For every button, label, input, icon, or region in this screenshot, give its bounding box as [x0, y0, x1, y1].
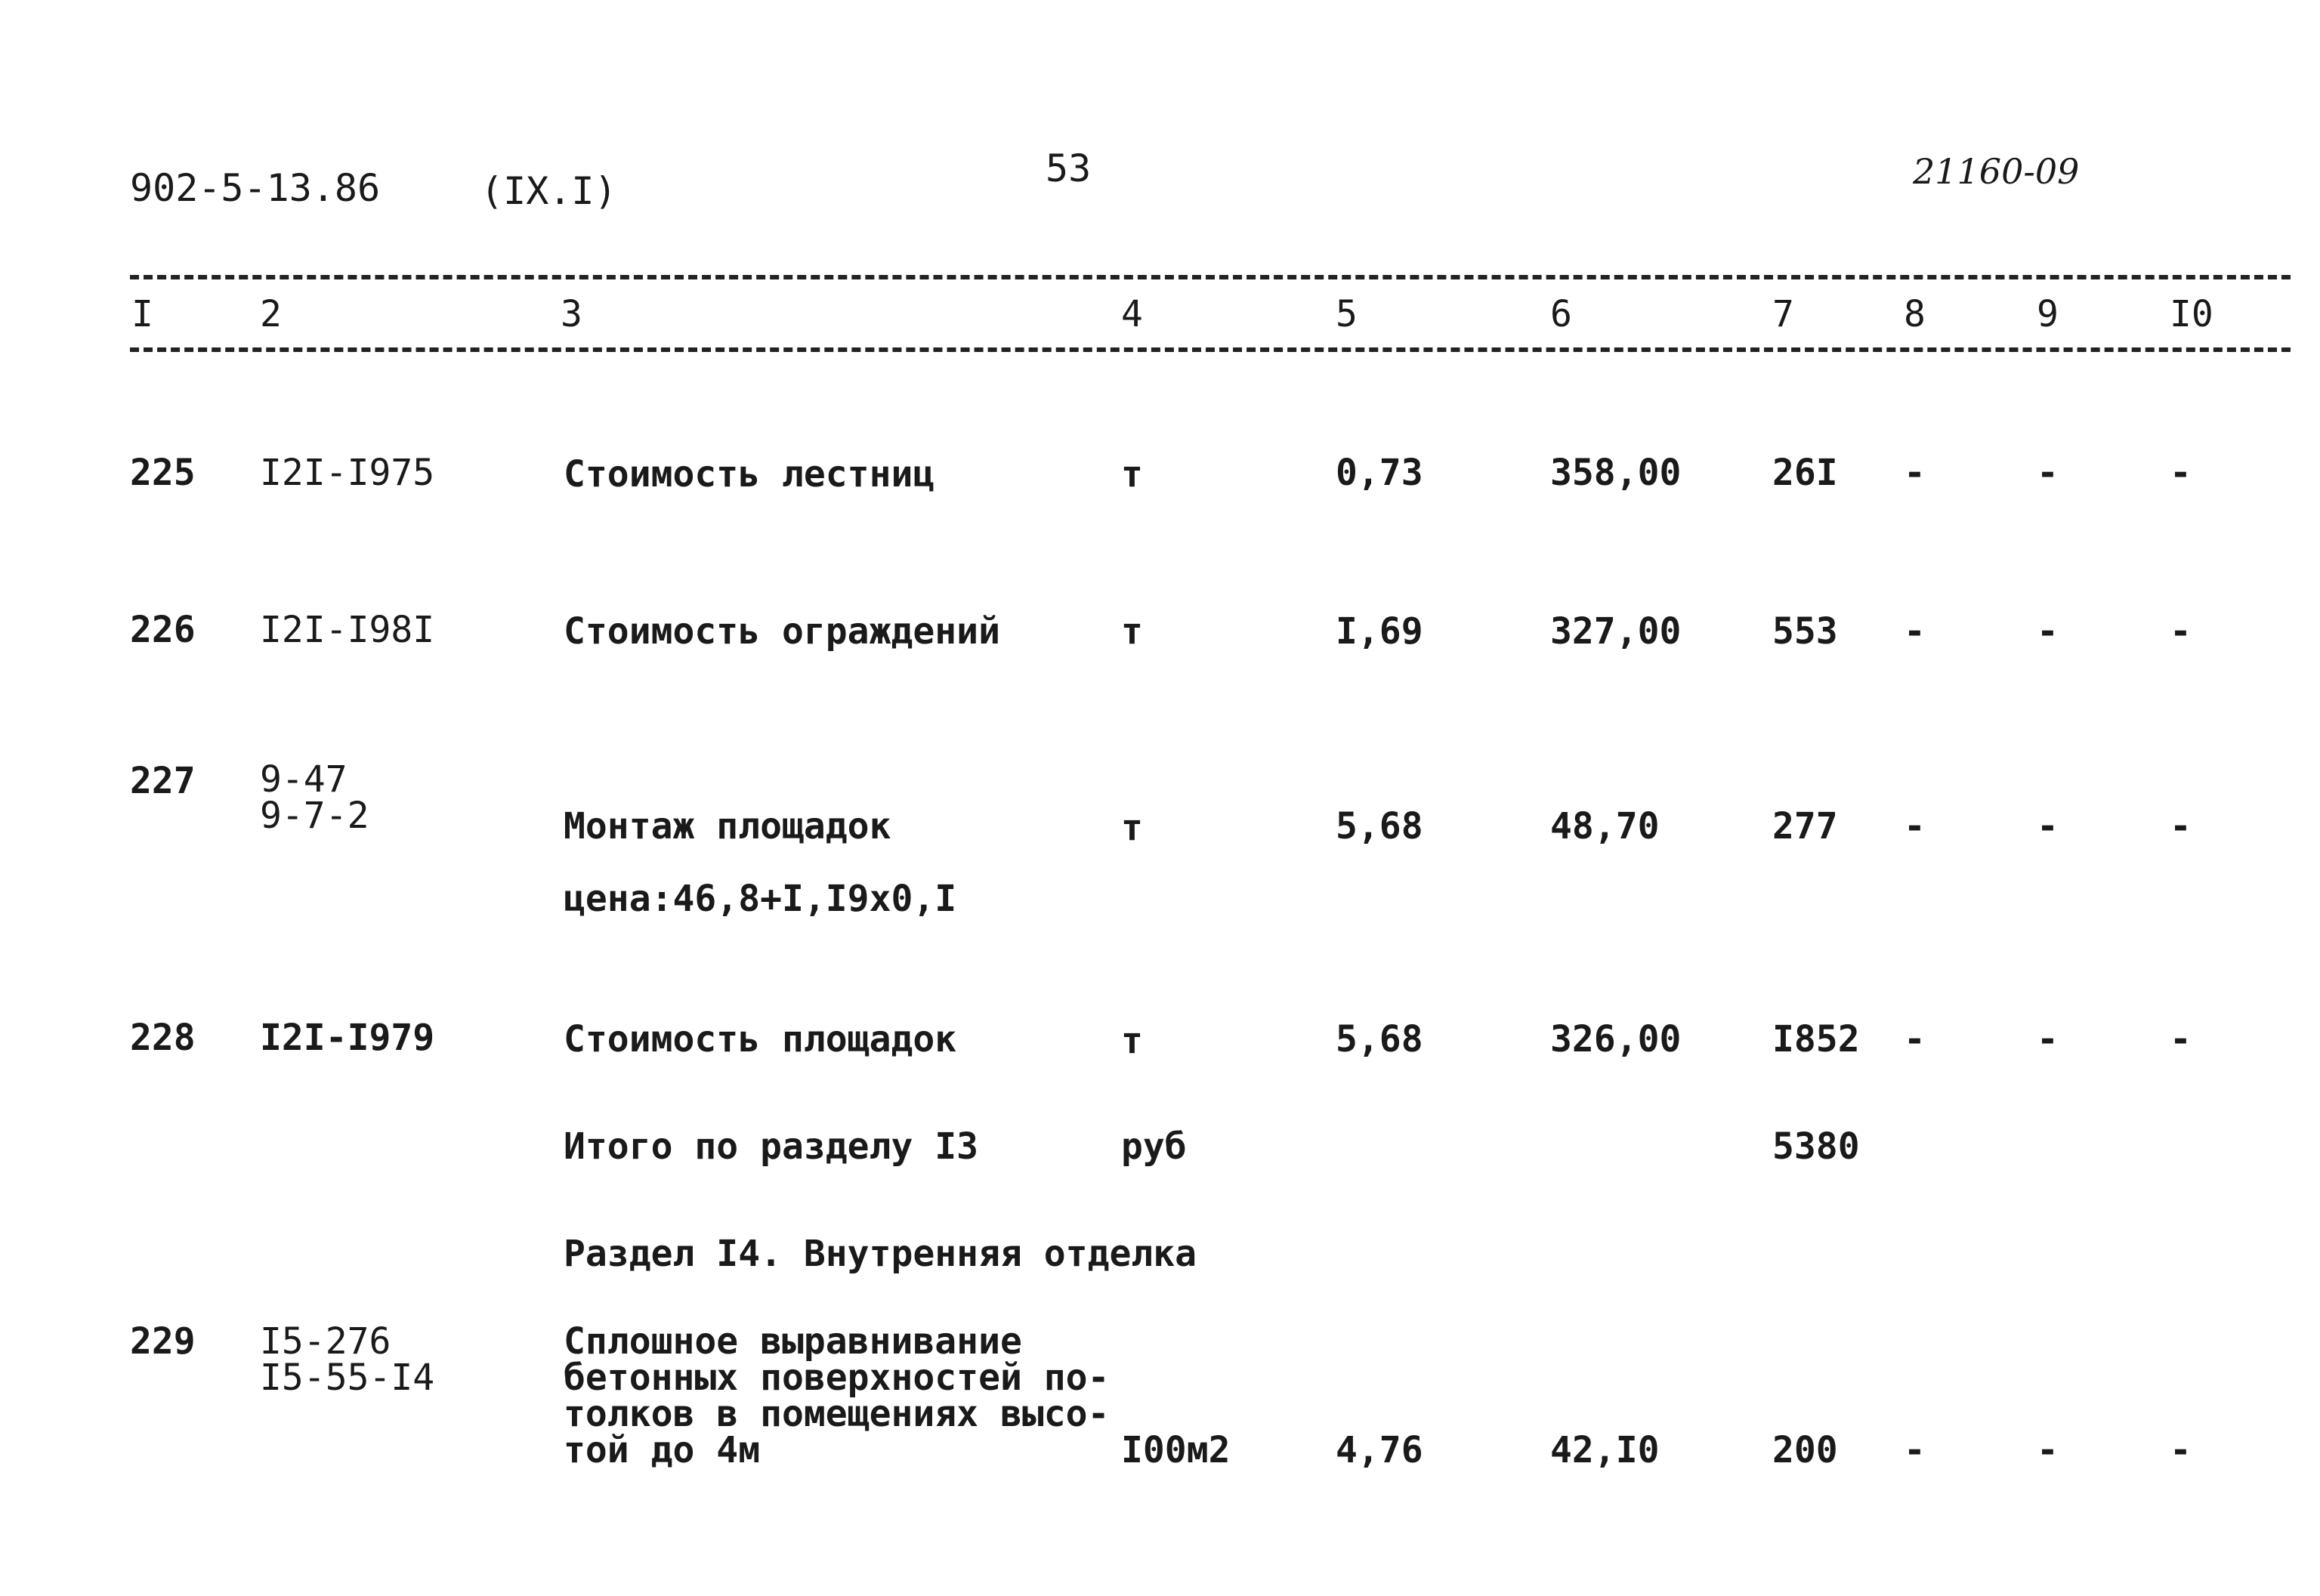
row-unit: I00м2 — [1121, 1429, 1231, 1471]
row-col8: - — [1904, 1018, 1926, 1060]
row-quantity: 5,68 — [1336, 805, 1423, 847]
row-quantity: I,69 — [1336, 610, 1423, 653]
row-code: I2I-I975 — [260, 452, 435, 494]
row-description: Стоимость лестниц — [564, 453, 935, 495]
row-description: Стоимость ограждений — [564, 610, 1000, 653]
row-number: 225 — [130, 452, 196, 494]
row-unit-price: 42,I0 — [1550, 1429, 1660, 1471]
document-code: 902-5-13.86 — [130, 166, 381, 210]
row-total: 26I — [1772, 452, 1838, 494]
section-reference: (IX.I) — [480, 169, 617, 213]
row-col9: - — [2037, 1018, 2059, 1060]
row-description: Монтаж площадок — [564, 805, 891, 847]
row-col10: - — [2170, 452, 2192, 494]
column-header-9: 9 — [2037, 293, 2059, 335]
row-col8: - — [1904, 452, 1926, 494]
column-header-1: I — [131, 293, 153, 335]
row-unit-price: 327,00 — [1550, 610, 1682, 653]
page-number: 53 — [1046, 147, 1092, 190]
row-quantity: 4,76 — [1336, 1429, 1423, 1471]
row-total: 553 — [1772, 610, 1838, 653]
row-number: 227 — [130, 760, 196, 802]
row-number: 228 — [130, 1017, 196, 1059]
subtotal-unit: руб — [1121, 1125, 1187, 1168]
column-header-10: I0 — [2170, 293, 2213, 335]
column-header-6: 6 — [1550, 293, 1572, 335]
row-total: 277 — [1772, 805, 1838, 847]
section-heading: Раздел I4. Внутренняя отделка — [564, 1233, 1197, 1275]
row-code: 9-47 9-7-2 — [260, 758, 369, 837]
row-col8: - — [1904, 805, 1926, 847]
row-col9: - — [2037, 1429, 2059, 1471]
row-description: Сплошное выравнивание бетонных поверхностей по- толков в помещениях высо- той до 4м — [564, 1320, 1110, 1471]
row-unit: т — [1121, 807, 1143, 849]
row-unit-price: 358,00 — [1550, 452, 1682, 494]
column-header-3: 3 — [561, 293, 582, 335]
row-quantity: 0,73 — [1336, 452, 1423, 494]
row-col8: - — [1904, 610, 1926, 653]
row-total: 200 — [1772, 1429, 1838, 1471]
column-header-8: 8 — [1904, 293, 1926, 335]
row-col10: - — [2170, 1429, 2192, 1471]
row-unit: т — [1121, 610, 1143, 653]
row-number: 226 — [130, 609, 196, 651]
subtotal-total: 5380 — [1772, 1125, 1860, 1168]
row-col10: - — [2170, 610, 2192, 653]
row-price-note: цена:46,8+I,I9x0,I — [564, 878, 957, 920]
subtotal-label: Итого по разделу I3 — [564, 1125, 979, 1168]
row-col9: - — [2037, 452, 2059, 494]
row-col8: - — [1904, 1429, 1926, 1471]
row-total: I852 — [1772, 1018, 1860, 1060]
row-code: I2I-I98I — [260, 609, 435, 651]
row-code: I2I-I979 — [260, 1017, 435, 1059]
row-description: Стоимость площадок — [564, 1018, 957, 1060]
row-quantity: 5,68 — [1336, 1018, 1423, 1060]
column-header-7: 7 — [1772, 293, 1794, 335]
row-col10: - — [2170, 805, 2192, 847]
row-unit: т — [1121, 1020, 1143, 1062]
row-unit-price: 48,70 — [1550, 805, 1660, 847]
handwritten-reference: 21160-09 — [1913, 151, 2080, 192]
row-code: I5-276 I5-55-I4 — [260, 1320, 435, 1399]
column-header-4: 4 — [1121, 293, 1143, 335]
column-header-2: 2 — [260, 293, 282, 335]
row-unit: т — [1121, 453, 1143, 495]
row-col10: - — [2170, 1018, 2192, 1060]
header-bottom-rule — [130, 347, 2291, 352]
row-col9: - — [2037, 610, 2059, 653]
row-unit-price: 326,00 — [1550, 1018, 1682, 1060]
row-col9: - — [2037, 805, 2059, 847]
header-top-rule — [130, 275, 2291, 279]
row-number: 229 — [130, 1320, 196, 1363]
column-header-5: 5 — [1336, 293, 1358, 335]
